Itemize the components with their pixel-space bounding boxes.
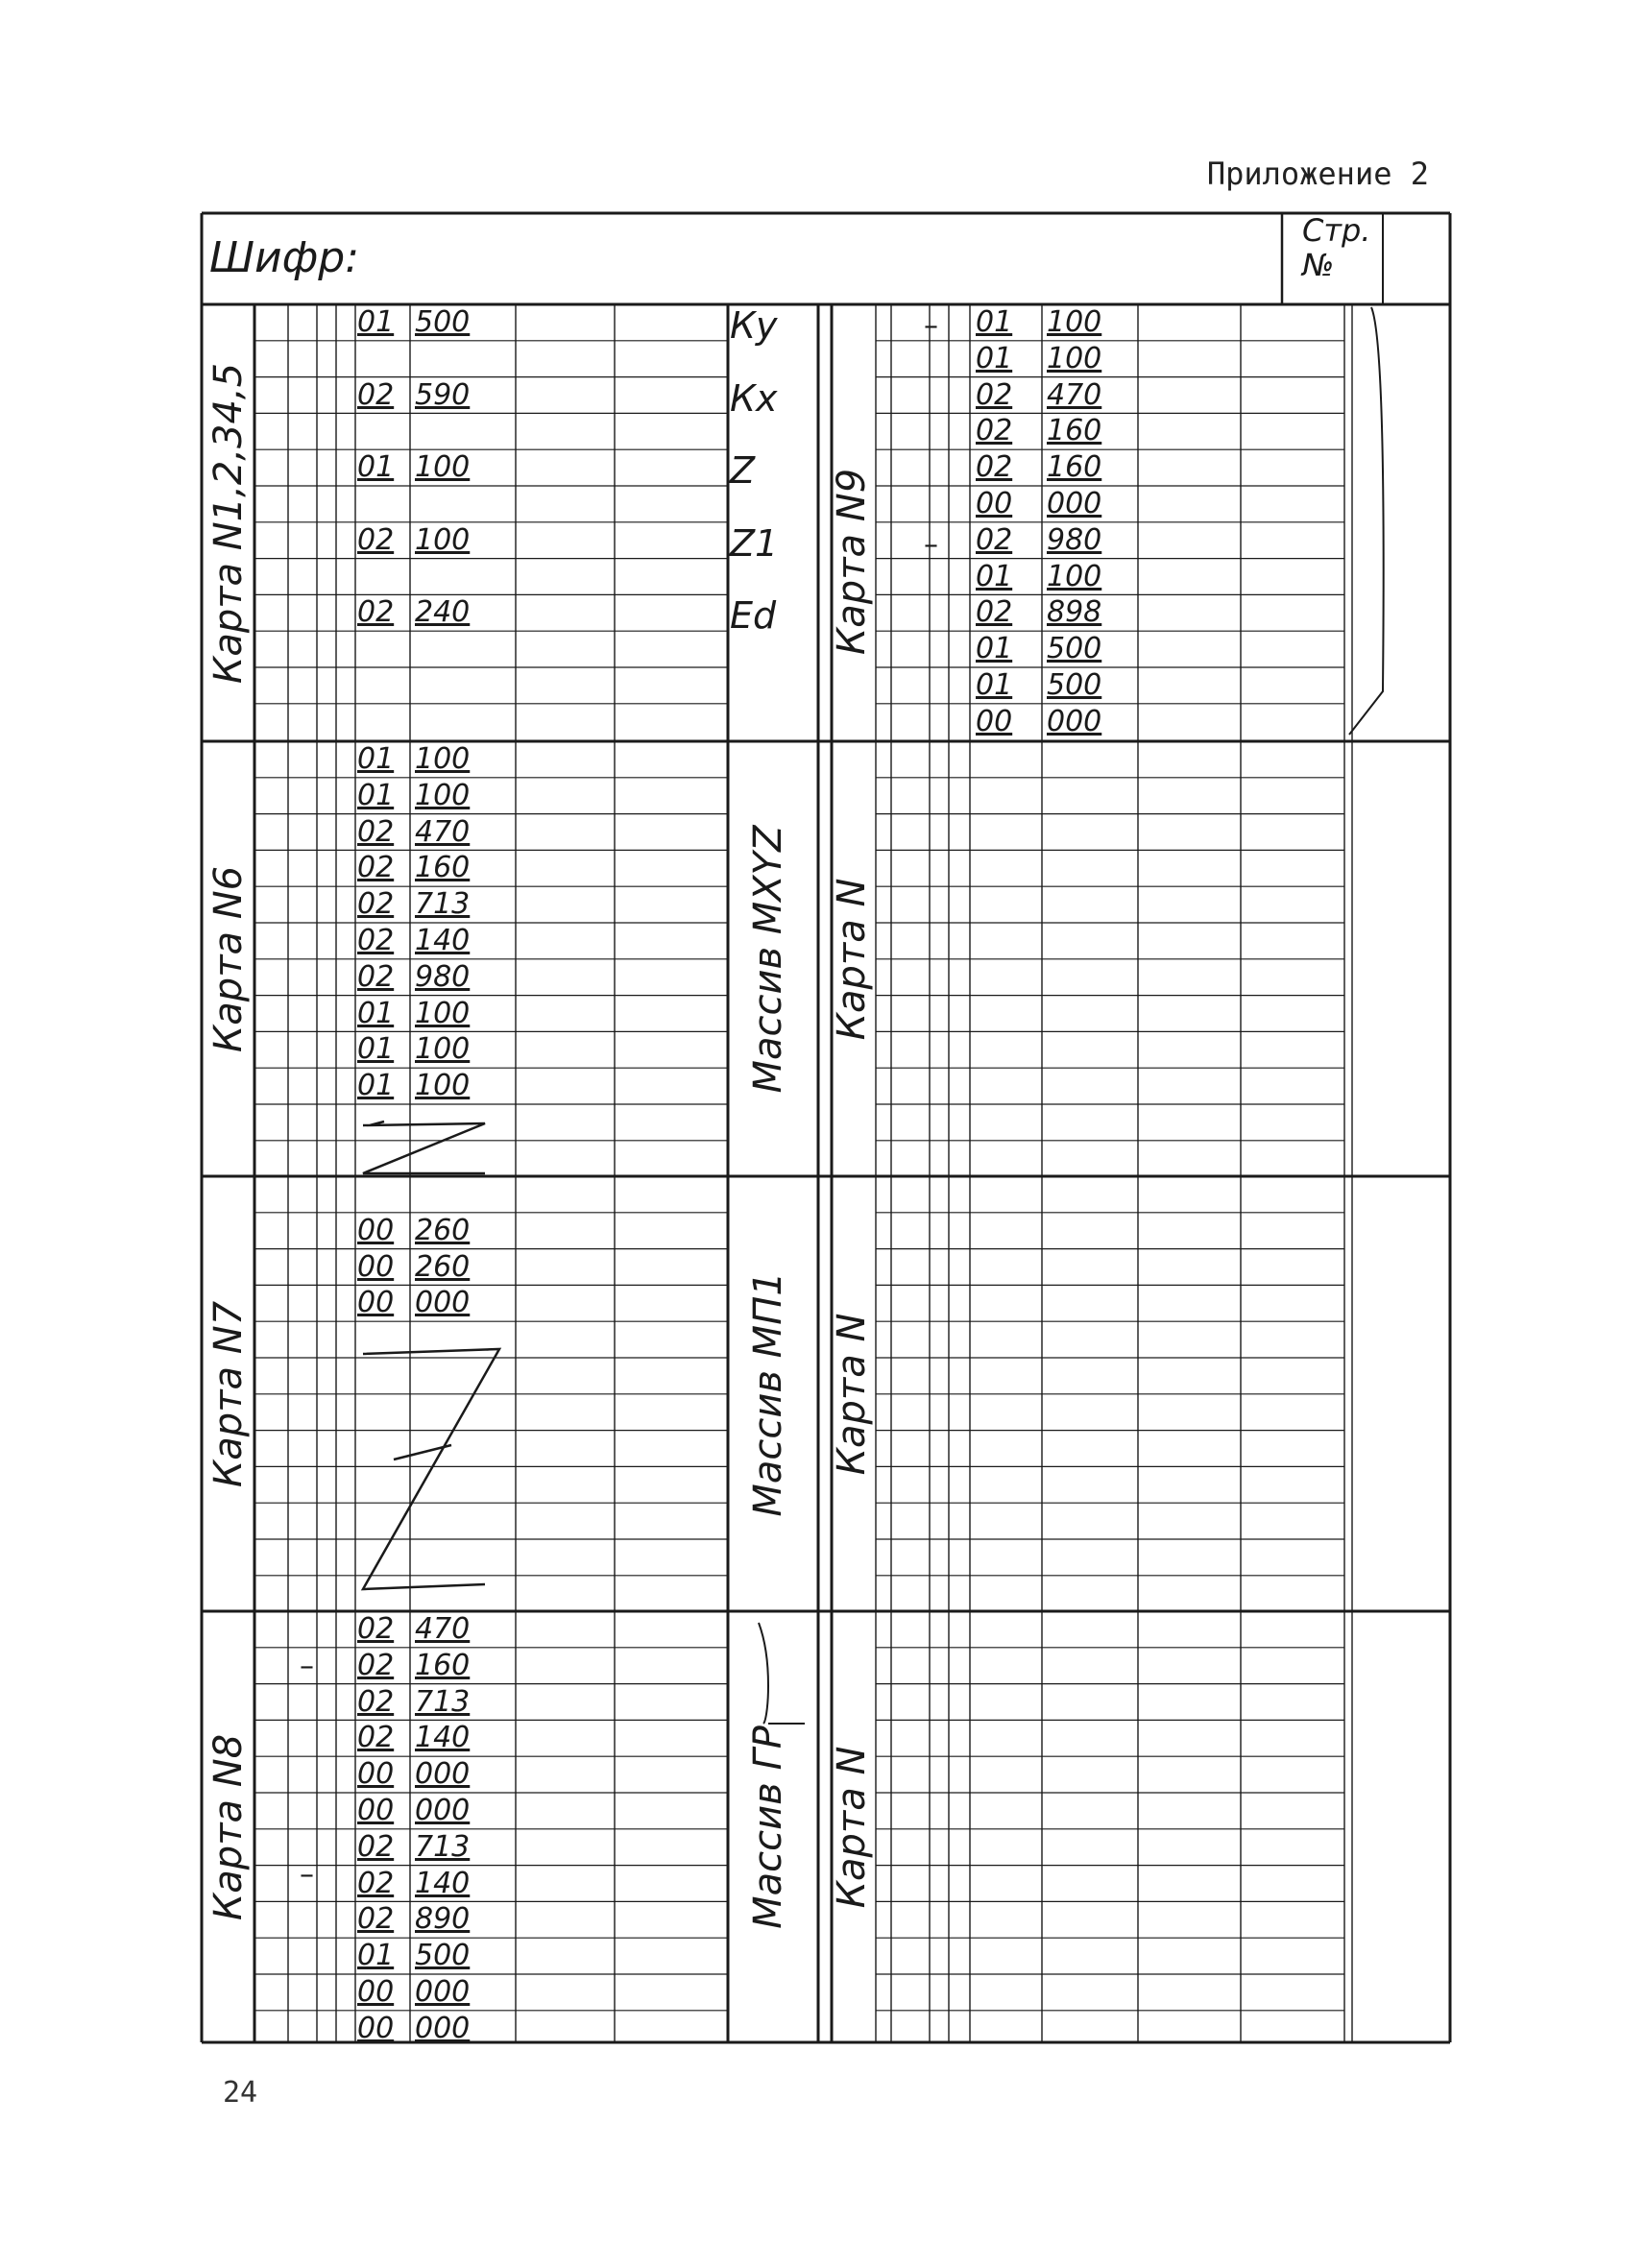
cell-value: 000	[415, 1794, 471, 1827]
cell-code: 01	[357, 1069, 395, 1103]
mid-title-s3: Массив МП1	[746, 1270, 790, 1517]
cell-value: 890	[415, 1902, 471, 1937]
cell-value: 000	[415, 1286, 471, 1320]
cell-value: 260	[415, 1249, 471, 1284]
page-field-line1: Стр.	[1302, 212, 1371, 249]
cell-value: 160	[415, 1648, 471, 1682]
cell-value: 713	[415, 1684, 471, 1719]
cell-code: 02	[357, 522, 395, 557]
cell-value: 590	[415, 377, 471, 412]
param-label: Кх	[730, 376, 778, 420]
cancel-stroke-z-large	[363, 1349, 499, 1589]
cell-value: 100	[415, 450, 471, 485]
mid-title-s4: Массив ГР	[746, 1725, 790, 1929]
cell-code: 02	[357, 377, 395, 412]
cell-value: 470	[415, 814, 471, 849]
cell-code: 02	[976, 595, 1013, 630]
cell-value: 140	[415, 1866, 471, 1900]
cell-code: 02	[976, 450, 1013, 485]
cell-value: 000	[415, 1975, 471, 2009]
cell-code: 02	[357, 887, 395, 922]
cell-value: 100	[1047, 559, 1102, 593]
cell-value: 500	[415, 305, 471, 339]
cell-code: 01	[357, 1939, 395, 1973]
appendix-label: Приложение 2	[1206, 156, 1429, 192]
bracket-stroke	[1349, 307, 1384, 735]
cell-value: 100	[1047, 341, 1102, 375]
dash-mark: –	[300, 1650, 314, 1683]
cell-code: 01	[976, 559, 1013, 593]
cell-code: 02	[976, 377, 1013, 412]
cell-value: 898	[1047, 595, 1102, 630]
cell-value: 100	[415, 778, 471, 812]
cell-code: 01	[357, 778, 395, 812]
cell-value: 000	[415, 2011, 471, 2045]
cell-code: 01	[357, 1032, 395, 1067]
section-title-s4: Карта N8	[206, 1733, 251, 1920]
cell-code: 02	[357, 1612, 395, 1646]
cell-value: 100	[415, 996, 471, 1030]
cell-code: 00	[357, 1757, 395, 1792]
cell-value: 160	[1047, 414, 1102, 448]
cell-code: 02	[357, 1684, 395, 1719]
right-title-s1: Карта N9	[830, 468, 874, 655]
cell-code: 01	[976, 632, 1013, 666]
cell-code: 01	[357, 742, 395, 776]
page-field-line2: №	[1302, 247, 1335, 283]
cell-value: 470	[415, 1612, 471, 1646]
param-label: Ку	[730, 304, 778, 347]
right-title-s3: Карта N	[830, 1313, 874, 1475]
cell-value: 140	[415, 924, 471, 957]
cell-code: 00	[357, 1249, 395, 1284]
cell-code: 01	[976, 668, 1013, 702]
cell-code: 00	[976, 487, 1013, 520]
cell-code: 02	[357, 1866, 395, 1900]
cell-code: 01	[357, 305, 395, 339]
page-number: 24	[223, 2076, 258, 2110]
cell-value: 500	[1047, 632, 1102, 666]
cell-value: 980	[415, 959, 471, 994]
param-label: Z1	[730, 521, 779, 565]
cell-code: 02	[357, 1829, 395, 1864]
cell-value: 100	[415, 522, 471, 557]
cell-value: 100	[1047, 305, 1102, 339]
dash-mark: –	[924, 309, 938, 343]
cell-value: 713	[415, 887, 471, 922]
cell-code: 00	[357, 1213, 395, 1247]
cell-value: 980	[1047, 522, 1102, 557]
right-title-s2: Карта N	[830, 878, 874, 1040]
cell-code: 01	[976, 305, 1013, 339]
cell-code: 01	[976, 341, 1013, 375]
mid-title-s2: Массив МХYZ	[746, 824, 790, 1094]
section-title-s1: Карта N1,2,34,5	[206, 362, 251, 684]
cell-value: 100	[415, 742, 471, 776]
cell-value: 000	[415, 1757, 471, 1792]
cell-code: 02	[357, 814, 395, 849]
cell-value: 140	[415, 1721, 471, 1755]
cell-code: 02	[976, 414, 1013, 448]
cell-value: 713	[415, 1829, 471, 1864]
cell-code: 00	[357, 1975, 395, 2009]
cell-code: 02	[357, 1902, 395, 1937]
bracket-stroke	[759, 1623, 768, 1724]
section-title-s2: Карта N6	[206, 865, 251, 1052]
dash-mark: –	[300, 1858, 314, 1892]
cell-code: 02	[357, 1721, 395, 1755]
cell-code: 02	[357, 959, 395, 994]
dash-mark: –	[924, 528, 938, 562]
cell-value: 100	[415, 1069, 471, 1103]
cell-code: 00	[357, 1286, 395, 1320]
param-label: Ed	[730, 594, 777, 638]
cell-value: 500	[415, 1939, 471, 1973]
cell-code: 02	[357, 924, 395, 957]
cell-value: 500	[1047, 668, 1102, 702]
param-label: Z	[730, 449, 756, 493]
right-title-s4: Карта N	[830, 1746, 874, 1908]
cell-code: 00	[976, 704, 1013, 738]
cell-value: 100	[415, 1032, 471, 1067]
cipher-label: Шифр:	[209, 233, 360, 282]
cell-value: 000	[1047, 487, 1102, 520]
cell-value: 160	[415, 851, 471, 885]
cell-value: 240	[415, 595, 471, 630]
cell-code: 02	[976, 522, 1013, 557]
cell-code: 01	[357, 996, 395, 1030]
cell-value: 000	[1047, 704, 1102, 738]
cell-code: 02	[357, 851, 395, 885]
cell-code: 00	[357, 2011, 395, 2045]
page-field-label	[1302, 213, 1370, 282]
cell-code: 01	[357, 450, 395, 485]
section-title-s3: Карта N7	[206, 1300, 251, 1487]
cell-value: 260	[415, 1213, 471, 1247]
cell-code: 02	[357, 595, 395, 630]
cell-value: 160	[1047, 450, 1102, 485]
cancel-stroke-z	[363, 1122, 485, 1173]
cell-value: 470	[1047, 377, 1102, 412]
cell-code: 00	[357, 1794, 395, 1827]
cell-code: 02	[357, 1648, 395, 1682]
